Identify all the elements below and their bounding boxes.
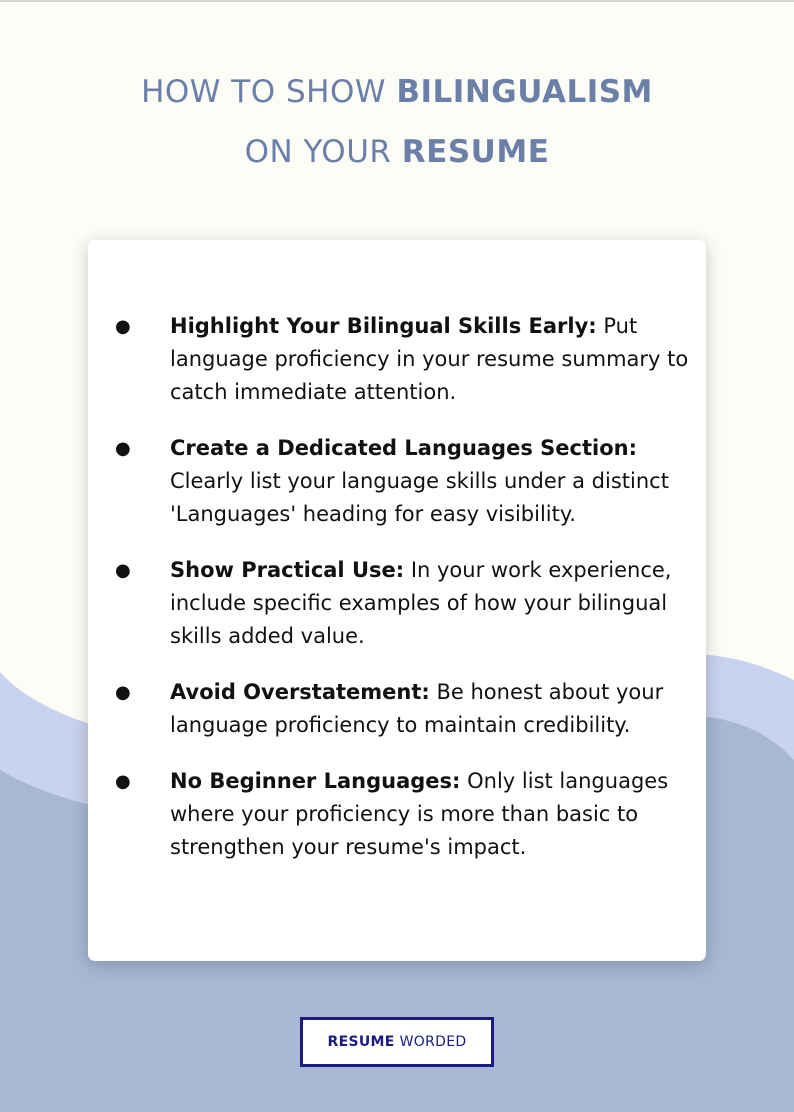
tip-title: Avoid Overstatement:	[170, 680, 430, 704]
tip-title: Create a Dedicated Languages Section:	[170, 436, 637, 460]
tip-title: Highlight Your Bilingual Skills Early:	[170, 314, 597, 338]
tip-item	[88, 310, 706, 409]
tip-title: Show Practical Use:	[170, 558, 405, 582]
tip-text: Put language proficiency in your resume summary to catch immediate attention.	[170, 314, 689, 404]
brand-logo[interactable]	[300, 1017, 494, 1067]
tips-card	[88, 240, 706, 961]
bullet-icon: ●	[115, 682, 131, 703]
tip-item	[88, 432, 706, 531]
title-line-2-light: ON YOUR	[244, 134, 392, 170]
bullet-icon: ●	[115, 316, 131, 337]
tip-title: No Beginner Languages:	[170, 769, 461, 793]
title-line-2-bold: RESUME	[401, 134, 550, 170]
title-line-1-bold: BILINGUALISM	[396, 74, 653, 110]
tip-text: Only list languages where your proficiency is more than basic to strengthen your resume's impact.	[170, 769, 669, 859]
tip-text: In your work experience, include specific examples of how your bilingual skills added value.	[170, 558, 672, 648]
tips-list	[88, 310, 706, 887]
tip-item	[88, 554, 706, 653]
tip-text: Clearly list your language skills under a distinct 'Languages' heading for easy visibility.	[170, 469, 669, 526]
tip-item	[88, 765, 706, 864]
brand-logo-light: WORDED	[399, 1034, 467, 1050]
bullet-icon: ●	[115, 560, 131, 581]
bullet-icon: ●	[115, 771, 131, 792]
tip-text: Be honest about your language proficiency to maintain credibility.	[170, 680, 664, 737]
bullet-icon: ●	[115, 438, 131, 459]
title-line-2	[0, 122, 794, 182]
brand-logo-bold: RESUME	[327, 1034, 395, 1050]
title-line-1-light: HOW TO SHOW	[141, 74, 387, 110]
page-title	[0, 62, 794, 182]
title-line-1	[0, 62, 794, 122]
tip-item	[88, 676, 706, 742]
